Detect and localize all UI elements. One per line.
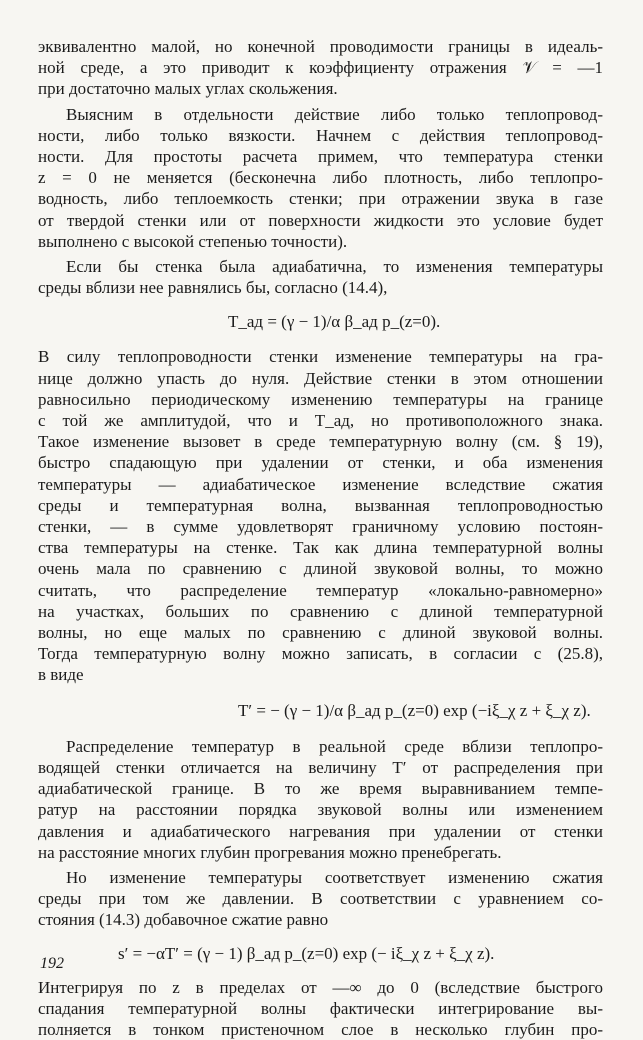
text-line: Интегрируя по z в пределах от —∞ до 0 (вследствие быстрого	[38, 977, 603, 997]
text-line: В силу теплопроводности стенки изменение температуры на гра-	[38, 347, 603, 367]
text-line: среды вблизи нее равнялись бы, согласно (14.4),	[38, 278, 388, 298]
text-line: ства температуры на стенке. Так как длина температурной волны	[38, 538, 603, 558]
text-line: Если бы стенка была адиабатична, то изменения температуры	[66, 257, 603, 277]
text-line: ной среде, а это приводит к коэффициенту отражения 𝒱 = —1	[38, 58, 603, 78]
text-line: стенки, — в сумме удовлетворят граничному условию постоян-	[38, 517, 603, 537]
text-line: выполнено с высокой степенью точности).	[38, 231, 348, 251]
text-line: при достаточно малых углах скольжения.	[38, 79, 338, 99]
text-line: Распределение температур в реальной среде вблизи теплопро-	[66, 736, 603, 756]
text-line: на участках, больших по сравнению с длиной температурной	[38, 601, 603, 621]
text-line: температуры — адиабатическое изменение вследствие сжатия	[38, 474, 603, 494]
text-line: среды при том же давлении. В соответствии с уравнением со-	[38, 889, 603, 909]
page-number: 192	[40, 955, 64, 972]
text-line: с той же амплитудой, что и T_ад, но противоположного знака.	[38, 411, 603, 431]
text-line: быстро спадающую при удалении от стенки, и оба изменения	[38, 453, 603, 473]
text-line: эквивалентно малой, но конечной проводимости границы в идеаль-	[38, 37, 603, 56]
text-line: Выясним в отдельности действие либо только теплопровод-	[66, 104, 603, 124]
equation-s-prime: s′ = −αT′ = (γ − 1) β_ад p_(z=0) exp (− iξ_χ z + ξ_χ z).	[118, 943, 495, 963]
text-line: полняется в тонком пристеночном слое в несколько глубин про-	[38, 1019, 603, 1039]
text-line: на расстояние многих глубин прогревания можно пренебрегать.	[38, 842, 502, 862]
text-line: спадания температурной волны фактически интегрирование вы-	[38, 998, 603, 1018]
text-line: волны, но еще малых по сравнению с длиной звуковой волны.	[38, 623, 603, 643]
text-line: в виде	[38, 665, 84, 685]
text-line: Но изменение температуры соответствует изменению сжатия	[66, 867, 603, 887]
text-line: считать, что распределение температур «локально-равномерно»	[38, 580, 603, 600]
text-line: давления и адиабатического нагревания при удалении от стенки	[38, 821, 603, 841]
text-line: водящей стенки отличается на величину T′ от распределения при	[38, 757, 603, 777]
text-line: Тогда температурную волну можно записать, в согласии с (25.8),	[38, 644, 603, 664]
text-line: стояния (14.3) добавочное сжатие равно	[38, 910, 329, 930]
text-line: z = 0 не меняется (бесконечна либо плотность, либо теплопро-	[38, 168, 603, 188]
text-line: очень мала по сравнению с длиной звуковой волны, то можно	[38, 559, 603, 579]
equation-t-adiabatic: T_ад = (γ − 1)/α β_ад p_(z=0).	[228, 312, 441, 332]
equation-t-prime: T′ = − (γ − 1)/α β_ад p_(z=0) exp (−iξ_χ z + ξ_χ z).	[238, 700, 591, 720]
text-line: нице должно упасть до нуля. Действие стенки в этом отношении	[38, 368, 603, 388]
text-line: среды и температурная волна, вызванная теплопроводностью	[38, 495, 603, 515]
text-line: Такое изменение вызовет в среде температурную волну (см. § 19),	[38, 432, 603, 452]
text-line: ности. Для простоты расчета примем, что температура стенки	[38, 147, 603, 167]
text-line: ратур на расстоянии порядка звуковой волны или изменением	[38, 800, 603, 820]
text-line: адиабатической границе. В то же время выравниванием темпе-	[38, 779, 603, 799]
text-line: водность, либо теплоемкость стенки; при отражении звука в газе	[38, 189, 603, 209]
text-line: от твердой стенки или от поверхности жидкости это условие будет	[38, 210, 603, 230]
text-line: равносильно периодическому изменению температуры на границе	[38, 389, 603, 409]
text-line: ности, либо только вязкости. Начнем с действия теплопровод-	[38, 125, 603, 145]
